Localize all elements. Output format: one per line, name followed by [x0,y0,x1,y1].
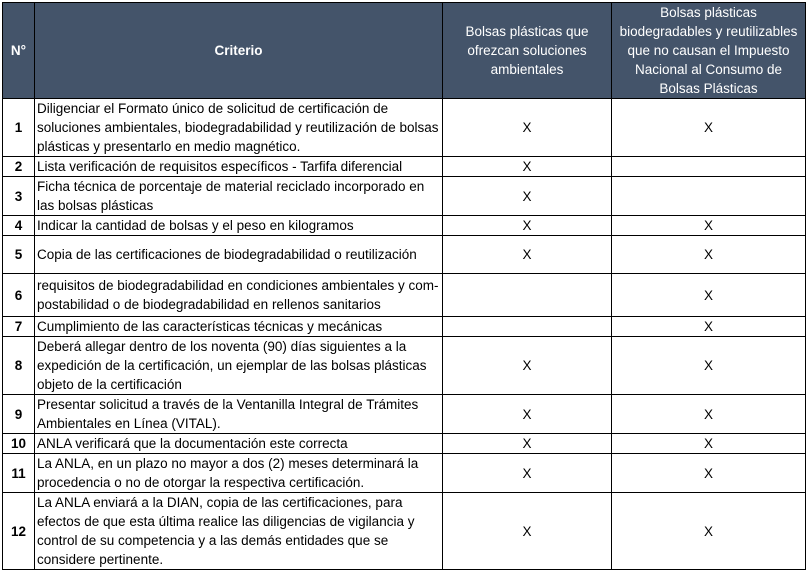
row-mark-environmental: X [443,216,612,236]
row-mark-biodegradable: X [612,317,806,337]
row-number: 4 [3,216,35,236]
row-mark-biodegradable [612,177,806,216]
row-mark-environmental: X [443,177,612,216]
table-row [3,337,806,395]
table-row [3,317,806,337]
row-mark-environmental: X [443,157,612,177]
table-row [3,236,806,274]
row-mark-environmental: X [443,454,612,493]
table-row [3,99,806,157]
row-mark-environmental: X [443,236,612,274]
table-row [3,157,806,177]
table-row [3,434,806,454]
row-mark-environmental: X [443,337,612,395]
row-criterion: La ANLA enviará a la DIAN, copia de las certificaciones, para efectos de que esta última realice las diligencias de vigilancia y control de su competencia y a las demás entidades que se considere pertinente. [35,493,443,570]
row-criterion: Deberá allegar dentro de los noventa (90) días siguientes a la expedición de la certificación, un ejemplar de las bolsas plásticas objeto de la certificación [35,337,443,395]
row-criterion: Ficha técnica de porcentaje de material reciclado incorporado en las bolsas plásticas [35,177,443,216]
table-row [3,216,806,236]
header-row [3,3,806,99]
row-mark-biodegradable: X [612,216,806,236]
header-biodegradable-reusable: Bolsas plásticas biodegradables y reutilizables que no causan el Impuesto Nacional al Consumo de Bolsas Plásticas [612,3,806,99]
row-criterion: Indicar la cantidad de bolsas y el peso en kilogramos [35,216,443,236]
row-criterion: Cumplimiento de las características técnicas y mecánicas [35,317,443,337]
row-criterion: Lista verificación de requisitos específicos - Tarfifa diferencial [35,157,443,177]
row-criterion: La ANLA, en un plazo no mayor a dos (2) meses determinará la procedencia o no de otorgar la respectiva certificación. [35,454,443,493]
row-number: 9 [3,395,35,434]
table-row [3,493,806,570]
row-number: 11 [3,454,35,493]
row-mark-biodegradable: X [612,99,806,157]
row-criterion: Presentar solicitud a través de la Ventanilla Integral de Trámites Ambientales en Línea (VITAL). [35,395,443,434]
row-number: 3 [3,177,35,216]
row-mark-biodegradable: X [612,395,806,434]
row-criterion: requisitos de biodegradabilidad en condiciones ambientales y com-postabilidad o de biodegradabilidad en rellenos sanitarios [35,274,443,317]
row-number: 8 [3,337,35,395]
row-mark-environmental: X [443,395,612,434]
row-mark-environmental: X [443,99,612,157]
row-mark-biodegradable: X [612,274,806,317]
header-environmental-solutions: Bolsas plásticas que ofrezcan soluciones ambientales [443,3,612,99]
row-mark-biodegradable: X [612,236,806,274]
row-criterion: Copia de las certificaciones de biodegradabilidad o reutilización [35,236,443,274]
row-number: 1 [3,99,35,157]
row-mark-environmental: X [443,493,612,570]
row-mark-environmental [443,317,612,337]
header-number: N° [3,3,35,99]
row-mark-biodegradable: X [612,454,806,493]
row-number: 7 [3,317,35,337]
row-number: 12 [3,493,35,570]
row-mark-environmental [443,274,612,317]
table-row [3,274,806,317]
row-mark-biodegradable: X [612,493,806,570]
row-number: 5 [3,236,35,274]
row-mark-biodegradable [612,157,806,177]
table-row [3,177,806,216]
row-mark-biodegradable: X [612,337,806,395]
row-criterion: Diligenciar el Formato único de solicitud de certificación de soluciones ambientales, biodegradabilidad y reutilización de bolsas plásticas y presentarlo en medio magnético. [35,99,443,157]
row-criterion: ANLA verificará que la documentación este correcta [35,434,443,454]
table-row [3,454,806,493]
row-mark-biodegradable: X [612,434,806,454]
criteria-table [2,2,806,570]
row-number: 6 [3,274,35,317]
row-number: 10 [3,434,35,454]
row-number: 2 [3,157,35,177]
table-row [3,395,806,434]
header-criterion: Criterio [35,3,443,99]
row-mark-environmental: X [443,434,612,454]
